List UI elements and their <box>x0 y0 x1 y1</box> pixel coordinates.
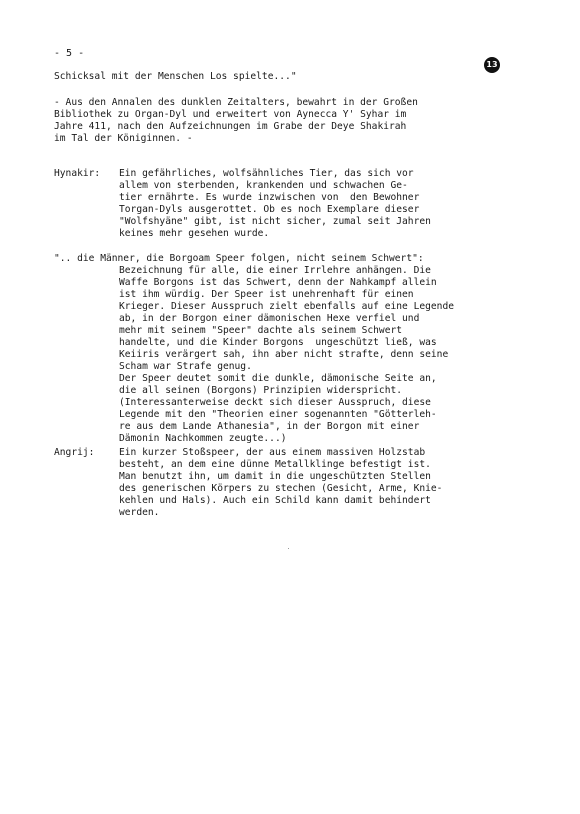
entry-line: handelte, und die Kinder Borgons ungeschützt ließ, was <box>119 337 437 348</box>
entry-line: besteht, an dem eine dünne Metallklinge befestigt ist. <box>119 459 431 470</box>
intro-line: Schicksal mit der Menschen Los spielte..." <box>54 71 297 82</box>
entry-line: allem von sterbenden, krankenden und schwachen Ge- <box>119 180 408 191</box>
entry-line: Torgan-Dyls ausgerottet. Ob es noch Exemplare dieser <box>119 204 420 215</box>
entry-line: Bezeichnung für alle, die einer Irrlehre anhängen. Die <box>119 265 431 276</box>
entry-term: Angrij: <box>54 447 95 458</box>
entry-line: re aus dem Lande Athanesia", in der Borgon mit einer <box>119 421 420 432</box>
entry-line: ab, in der Borgon einer dämonischen Hexe verfiel und <box>119 313 420 324</box>
entry-line: Scham war Strafe genug. <box>119 361 252 372</box>
entry-line: keines mehr gesehen wurde. <box>119 228 270 239</box>
entry-line: Krieger. Dieser Ausspruch zielt ebenfalls auf eine Legende <box>119 301 455 312</box>
citation-line: Bibliothek zu Organ-Dyl und erweitert von Aynecca Y' Syhar im <box>54 109 407 120</box>
scan-speck <box>288 548 289 549</box>
entry-line: Keiiris verärgert sah, ihn aber nicht strafte, denn seine <box>119 349 449 360</box>
entry-line: Dämonin Nachkommen zeugte...) <box>119 433 287 444</box>
entry-line: des generischen Körpers zu stechen (Gesicht, Arme, Knie- <box>119 483 443 494</box>
entry-line: Man benutzt ihn, um damit in die ungeschützten Stellen <box>119 471 431 482</box>
entry-line: Ein gefährliches, wolfsähnliches Tier, das sich vor <box>119 168 414 179</box>
entry-line: Waffe Borgons ist das Schwert, denn der Nahkampf allein <box>119 277 437 288</box>
citation-line: im Tal der Königinnen. - <box>54 133 193 144</box>
entry-term: Hynakir: <box>54 168 101 179</box>
entry-line: (Interessanterweise deckt sich dieser Ausspruch, diese <box>119 397 431 408</box>
page-badge: 13 <box>484 57 500 73</box>
entry-line: Legende mit den "Theorien einer sogenannten "Götterleh- <box>119 409 437 420</box>
entry-line: ist ihm würdig. Der Speer ist unehrenhaft für einen <box>119 289 414 300</box>
entry-term: ".. die Männer, die Borgoam Speer folgen, nicht seinem Schwert": <box>54 253 424 264</box>
entry-line: "Wolfshyäne" gibt, ist nicht sicher, zumal seit Jahren <box>119 216 431 227</box>
entry-line: Der Speer deutet somit die dunkle, dämonische Seite an, <box>119 373 437 384</box>
entry-line: Ein kurzer Stoßspeer, der aus einem massiven Holzstab <box>119 447 426 458</box>
entry-line: tier ernährte. Es wurde inzwischen von den Bewohner <box>119 192 420 203</box>
entry-line: werden. <box>119 507 160 518</box>
citation-line: - Aus den Annalen des dunklen Zeitalters, bewahrt in der Großen <box>54 97 418 108</box>
entry-line: kehlen und Hals). Auch ein Schild kann damit behindert <box>119 495 431 506</box>
page-number: - 5 - <box>54 48 85 59</box>
entry-line: die all seinen (Borgons) Prinzipien widerspricht. <box>119 385 403 396</box>
entry-line: mehr mit seinem "Speer" dachte als seinem Schwert <box>119 325 403 336</box>
citation-line: Jahre 411, nach den Aufzeichnungen im Grabe der Deye Shakirah <box>54 121 407 132</box>
